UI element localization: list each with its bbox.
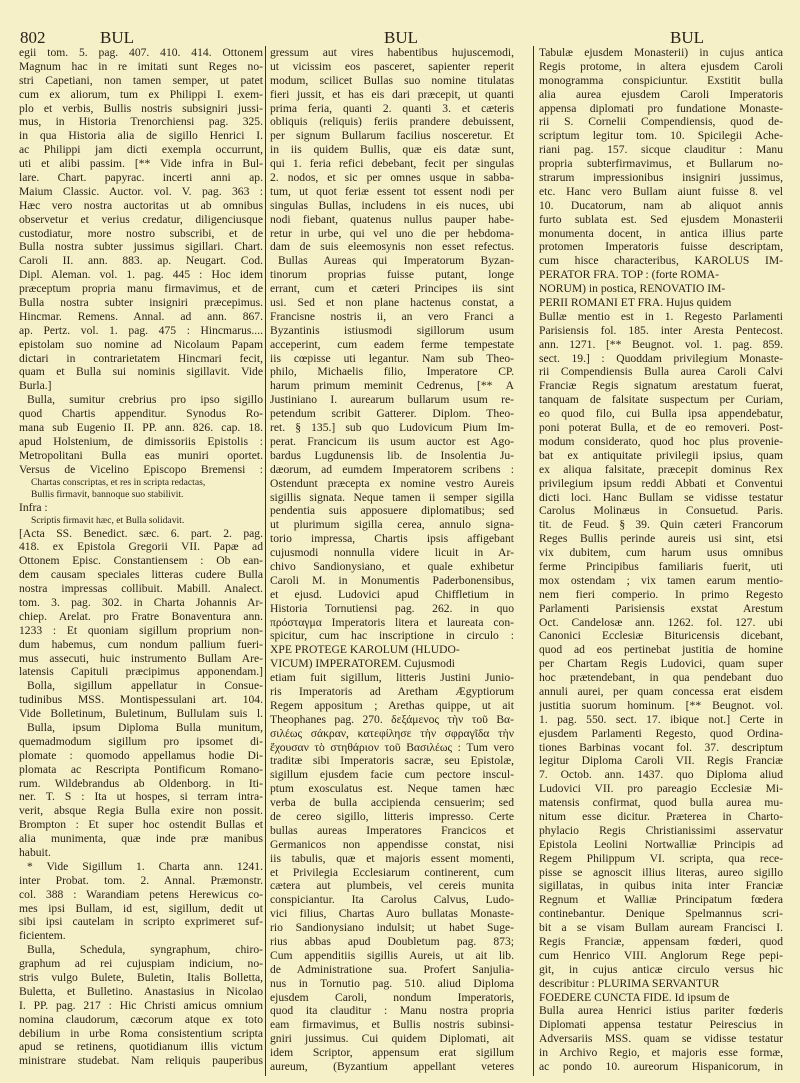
page-number: 802 <box>20 28 46 47</box>
text-line: plo et verbis, Bullis nostris subsigniri jussi- <box>19 101 263 115</box>
text-line: egii tom. 5. pag. 407. 410. 414. Ottonem <box>19 46 263 59</box>
text-line: petendum scribit Gatterer. Diplom. Theo- <box>270 407 514 421</box>
text-line: 7. Octob. ann. 1437. quo Diploma aliud <box>539 768 783 782</box>
text-line: σιλέως σάκραν, κατεφίλησε τὴν σφραγῖδα τὴν <box>270 726 514 740</box>
text-line: ner. T. S : Ita ut hospes, si terram intra- <box>19 790 263 804</box>
text-line: uti et alibi passim. [** Vide infra in Bul- <box>19 157 263 171</box>
text-line: Regis protome, in altera ejusdem Caroli <box>539 59 783 73</box>
text-line: Justiniano I. aurearum bullarum usum re- <box>270 393 514 407</box>
text-line: monumenta docent, in antica illius parte <box>539 226 783 240</box>
text-line: rio Sandionysiano indulsit; ut habet Suge- <box>270 921 514 935</box>
text-line: ret. § 135.] sub quo Ludovicum Pium Im- <box>270 421 514 435</box>
text-line: Regem Philippum VI. scripta, qua rece- <box>539 851 783 865</box>
text-line: retur in urbe, qui vel uno die per hebdoma- <box>270 226 514 240</box>
text-line: torio impressa, Chartis ipsis affigebant <box>270 532 514 546</box>
text-line: FOEDERE CUNCTA FIDE. Id ipsum de <box>539 990 730 1004</box>
text-line: cum Henrico VIII. Anglorum Rege pepi- <box>539 948 783 962</box>
text-line: dam de suis eleemosynis non esset refectus. <box>270 240 514 254</box>
text-line: Maium Classic. Auctor. vol. V. pag. 363 : <box>19 184 263 198</box>
text-line: bit a se visam Bullam auream Francisci I. <box>539 921 783 935</box>
text-line: de Administratione sua. Profert Sanjulia- <box>270 962 514 976</box>
text-line: Bulla, Schedula, syngraphum, chiro- <box>27 943 263 957</box>
text-line: vix dubitem, cum harum usus omnibus <box>539 546 783 560</box>
text-line: Historia Tornutiensi pag. 262. in quo <box>270 601 514 615</box>
text-line: ut vicissim eos pasceret, sapienter reperit <box>270 59 514 73</box>
text-line: idem Scriptor, appensum erat sigillum <box>270 1046 514 1060</box>
text-line: tinorum proprias fuisse putant, longe <box>270 268 514 282</box>
text-line: Bulla, ipsum Diploma Bulla munitum, <box>27 720 263 734</box>
text-line: Buletta, et Bulletino. Anastasius in Nicolao <box>19 984 263 998</box>
text-line: strarum impressionibus insigniri jussimus, <box>539 171 783 185</box>
text-line: Ludovici VII. pro pareagio Ecclesiæ Mi- <box>539 782 783 796</box>
text-line: pendentia suis apposuere diplomatibus; sed <box>270 504 514 518</box>
text-line: Bullas Aureas qui Imperatorum Byzan- <box>278 254 514 268</box>
text-line: Adversariis MSS. quam se vidisse testatur <box>539 1032 783 1046</box>
text-line: debilium in urbe Roma consistentium scripta <box>19 1026 263 1040</box>
text-line: VICUM) IMPERATOREM. Cujusmodi <box>270 657 455 671</box>
right-running-head: BUL <box>670 28 704 47</box>
text-line: rii Compendiensis Bulla aurea Caroli Calvi <box>539 365 783 379</box>
text-line: modum, scilicet Bullas suo nomine titulatas <box>270 73 514 87</box>
text-line: tanquam de falsitate suspectum per Curiam, <box>539 393 783 407</box>
text-line: rii S. Cornelii Compendiensis, quod de- <box>539 115 783 129</box>
text-line: Oct. Candelosæ ann. 1262. fol. 127. ubi <box>539 615 783 629</box>
text-line: riani pag. 157. sicque clauditur : Manu <box>539 143 783 157</box>
text-line: Chartas conscriptas, et res in scripta redactas, <box>31 476 206 488</box>
text-line: chivo Sandionysiano, et quale exhibetur <box>270 559 514 573</box>
text-column-3 <box>539 46 783 1074</box>
text-line: lare. Chart. papyrac. incerti anni ap. <box>19 171 263 185</box>
text-line: Bulla nostra subter jussimus sigillari. Chart. <box>19 240 263 254</box>
text-line: ap. Pertz. vol. 1. pag. 475 : Hincmarus.... <box>19 323 263 337</box>
text-line: Hincmar. Remens. Annal. ad ann. 867. <box>19 309 263 323</box>
text-line: dem causam speciales litteras cudere Bulla <box>19 568 263 582</box>
text-line: Ostendunt præcepta ex nomine vestro Aureis <box>270 476 514 490</box>
text-line: Canonici Ecclesiæ Bituricensis dicebant, <box>539 629 783 643</box>
text-line: pisse se agnoscit illius literas, aureo sigillo <box>539 865 783 879</box>
text-line: gniri jussimus. Cui quidem Diplomati, ait <box>270 1032 514 1046</box>
text-line: tum, ut quot feriæ essent tot essent nodi per <box>270 184 514 198</box>
text-line: vici filius, Chartas Auro bullatas Monaste- <box>270 907 514 921</box>
text-line: annuli aurei, per quam concessa erat eisdem <box>539 684 783 698</box>
text-line: tit. de Feud. § 39. Quin cæteri Francorum <box>539 518 783 532</box>
text-line: ejusdem Caroli, nondum Imperatoris, <box>270 990 514 1004</box>
text-line: conspiciantur. Ita Carolus Calvus, Ludo- <box>270 893 514 907</box>
text-line: appensa diplomati pro fundatione Monaste- <box>539 101 783 115</box>
text-line: epistolam suo nomine ad Nicolaum Papam <box>19 337 263 351</box>
text-line: sibi ipsi cautelam in scripto exprimeret suf- <box>19 915 263 929</box>
text-line: plomata ac Rescripta Pontificum Romano- <box>19 762 263 776</box>
text-line: verba de bulla accipienda censuerim; sed <box>270 796 514 810</box>
text-line: Theophanes pag. 270. δεξάμενος τὴν τοῦ Βα- <box>270 712 514 726</box>
text-line: mus assecuti, huic instrumento Bullam Are- <box>19 651 263 665</box>
text-line: cum hisce characteribus, KAROLUS IM- <box>539 254 783 268</box>
text-line: cujusmodi nonnulla videre licuit in Ar- <box>270 546 514 560</box>
text-line: Versus de Vicelino Episcopo Bremensi : <box>19 462 263 476</box>
text-line: Parlamenti Parisiensis exstat Arestum <box>539 601 783 615</box>
text-line: usi. Sed et non plane hactenus constat, a <box>270 296 514 310</box>
text-line: dæorum, ad eumdem Imperatorem scribens : <box>270 462 514 476</box>
text-line: Tabulæ ejusdem Monasterii) in cujus antica <box>539 46 783 59</box>
text-line: hoc prætendebant, in qua pendebant duo <box>539 671 783 685</box>
text-line: bardus Lugdunensis lib. de Insolentia Ju- <box>270 448 514 462</box>
text-line: nitum esse dicitur. Præterea in Charto- <box>539 809 783 823</box>
text-line: quemadmodum sigillum pro ipsomet di- <box>19 734 263 748</box>
text-line: mana sub Eugenio II. PP. ann. 826. cap. 18. <box>19 421 263 435</box>
text-line: Regem appositum ; Arethas quippe, ut ait <box>270 698 514 712</box>
text-line: sigillis signata. Neque tamen ii semper sigilla <box>270 490 514 504</box>
text-line: sigillum ejusdem facie cum pectore inscul- <box>270 768 514 782</box>
text-line: præceptum propria manu firmavimus, et de <box>19 282 263 296</box>
text-line: propria subterfirmavimus, et Bullarum no- <box>539 157 783 171</box>
text-line: legitur Diploma Caroli VII. Regis Franciæ <box>539 754 783 768</box>
text-line: verit, absque Regia Bulla exire non possit. <box>19 804 263 818</box>
text-line: latensis Capituli præcipimus apponendam.] <box>19 665 263 679</box>
text-line: et Privilegia Ecclesiarum continerent, cum <box>270 865 514 879</box>
text-line: et ejusd. Ludovici apud Chiffletium in <box>270 587 514 601</box>
text-line: perat. Francicum iis usum auctor est Ago- <box>270 434 514 448</box>
text-line: justitia suorum hominum. [** Beugnot. vol. <box>539 698 783 712</box>
text-line: matensis confirmat, quod bulla aurea mu- <box>539 796 783 810</box>
text-line: singulas Bullas, includens in eis nuces, ubi <box>270 198 514 212</box>
text-line: git, in cujus anticæ circulo versus hic <box>539 962 783 976</box>
text-line: tudinibus MSS. Montispessulani art. 104. <box>19 693 263 707</box>
text-line: inter Probat. tom. 2. Annal. Præmonstr. <box>19 873 263 887</box>
text-column-2 <box>270 46 514 1074</box>
text-line: Magnum hac in re imitati sunt Reges no- <box>19 59 263 73</box>
text-line: dum habemus, cum nondum pallium fueri- <box>19 637 263 651</box>
text-line: spicitur, cum hac inscriptione in circulo : <box>270 629 514 643</box>
text-line: rius abbas apud Doubletum pag. 873; <box>270 935 514 948</box>
text-line: plomate : quomodo appellamus hodie Di- <box>19 748 263 762</box>
text-line: nodi fiebant, quatenus nullus pauper habe- <box>270 212 514 226</box>
text-line: Epistola Leolini Nortwalliæ Principis ad <box>539 837 783 851</box>
text-line: Francisne nostris ii, an vero Franci a <box>270 309 514 323</box>
text-line: habuit. <box>19 845 51 859</box>
text-line: 10. Ducatorum, nam ab aliquot annis <box>539 198 783 212</box>
text-line: Bullis firmavit, bannoque suo stabilivit. <box>31 488 184 500</box>
text-line: philo, Michaelis filio, Imperatore CP. <box>270 365 514 379</box>
text-line: Burla.] <box>19 379 52 393</box>
text-line: etc. Hanc vero Bullam aiunt fuisse 8. vel <box>539 184 783 198</box>
text-line: ἔχουσαν τὸ στηθάριον τοῦ Βασιλέως : Tum vero <box>270 740 514 754</box>
text-line: 1. pag. 550. sect. 17. ibique not.] Certe in <box>539 712 783 726</box>
text-line: modum considerato, quod hoc plus provenie- <box>539 434 783 448</box>
text-line: dictari in contrarietatem Hincmari fecit, <box>19 351 263 365</box>
text-line: quod ad eos pertinebat justitia de homine <box>539 643 783 657</box>
text-line: stri Capetiani, non tamen semper, ut patet <box>19 73 263 87</box>
text-line: Scriptis firmavit hæc, et Bulla solidavit. <box>31 514 185 526</box>
text-line: col. 388 : Warandiam petens Herewicus co- <box>19 887 263 901</box>
text-line: per Chartam Regis Ludovici, quam super <box>539 657 783 671</box>
text-line: cætera aut plumbeis, vel cereis munita <box>270 879 514 893</box>
left-running-head: BUL <box>100 28 134 47</box>
text-line: obliquis (reliquis) feriis prandere debuissent, <box>270 115 514 129</box>
text-line: tom. 3. pag. 302. in Charta Johannis Ar- <box>19 595 263 609</box>
text-line: quod ita clauditur : Manu nostra propria <box>270 1004 514 1018</box>
text-line: mox ostendam ; vix tamen earum mentio- <box>539 573 783 587</box>
text-line: Germanicos non appendisse constat, nisi <box>270 837 514 851</box>
text-line: ptum exosculatus est. Neque tamen hæc <box>270 782 514 796</box>
text-line: per signum Bullarum facilius nosceretur. Et <box>270 129 514 143</box>
text-line: ferme Principibus familiaris fuerit, uti <box>539 559 783 573</box>
text-line: PERII ROMANI ET FRA. Hujus quidem <box>539 296 732 310</box>
text-line: Cum appenditiis sigillis Aureis, ut ait lib. <box>270 948 514 962</box>
text-line: in qua Historia alia de sigillo Henrici I. <box>19 129 263 143</box>
text-line: mus, in Historia Trenorchiensi pag. 325. <box>19 115 263 129</box>
text-line: describitur : PLURIMA SERVANTUR <box>539 976 720 990</box>
text-line: apud se retinens, quotidianum illis victum <box>19 1040 263 1054</box>
text-line: harum primum meminit Cedrenus, [** A <box>270 379 514 393</box>
text-line: Ottonem Episc. Constantiensem : Ob ean- <box>19 554 263 568</box>
text-line: 418. ex Epistola Gregorii VII. Papæ ad <box>19 540 263 554</box>
text-line: monogramma conspiciuntur. Exstitit bulla <box>539 73 783 87</box>
text-line: Franciæ Regis signatum arestatum fuerat, <box>539 379 783 393</box>
text-line: Parisiensis fol. 185. inter Aresta Pentecost. <box>539 323 783 337</box>
text-line: PERATOR FRA. TOP : (forte ROMA- <box>539 268 719 282</box>
text-line: sect. 19.] : Quoddam privilegium Monaste- <box>539 351 783 365</box>
text-line: protomen Imperatoris fuisse descriptam, <box>539 240 783 254</box>
text-line: ann. 1271. [** Beugnot. vol. 1. pag. 859. <box>539 337 783 351</box>
text-line: eam firmavimus, et Bullis nostris subinsi- <box>270 1018 514 1032</box>
text-line: ministrare studebat. Nam reliquis pauperibus <box>19 1054 263 1068</box>
text-line: Bulla nostra subter insigniri præcepimus. <box>19 296 263 310</box>
text-line: Bulla aurea Henrici istius pariter fœderis <box>539 1004 783 1018</box>
text-line: fieri jussit, et has eis dari præcepit, ut quanti <box>270 87 514 101</box>
text-line: chiep. Arelat. pro Fratre Bonaventura ann. <box>19 609 263 623</box>
text-line: cum ex aliorum, tum ex Philippi I. exem- <box>19 87 263 101</box>
text-line: gressum aut vires habentibus hujuscemodi, <box>270 46 514 59</box>
text-line: de cereo sigillo, litteris impresso. Certe <box>270 809 514 823</box>
text-line: Metropolitani Bulla eas muniri oportet. <box>19 448 263 462</box>
text-line: ac Philippi jam dicti exempla occurrunt, <box>19 143 263 157</box>
text-line: stris vulgo Bulete, Buletin, Italis Bolletta, <box>19 971 263 984</box>
text-line: traditæ sibi Imperatoris sacræ, seu Epistolæ, <box>270 754 514 768</box>
text-line: bat ex antiquitate privilegii ipsius, quam <box>539 448 783 462</box>
text-line: iis cœpisse uti legantur. Nam sub Theo- <box>270 351 514 365</box>
text-line: Bolla, sigillum appellatur in Consue- <box>27 679 263 693</box>
text-line: Infra : <box>19 500 48 514</box>
text-line: Byzantinis istiusmodi sigillorum usum <box>270 323 514 337</box>
text-line: furto sublata est. Sed ejusdem Monasterii <box>539 212 783 226</box>
text-line: graphum ad rei cujuspiam indicium, no- <box>19 957 263 971</box>
text-line: nem fieri comperio. In primo Regesto <box>539 587 783 601</box>
text-line: 2. nodos, et sic per omnes usque in sabba- <box>270 171 514 185</box>
text-line: apud Holstenium, de dimissoriis Epistolis : <box>19 434 263 448</box>
text-line: mes ipsi Bullam, id est, sigillum, dedit ut <box>19 901 263 915</box>
column-divider <box>265 46 266 1076</box>
text-line: Caroli M. in Monumentis Paderbonensibus, <box>270 573 514 587</box>
text-line: privilegium ipsum reddi Abbati et Conventui <box>539 476 783 490</box>
text-line: Reges Bullis perinde aureis usi sint, etsi <box>539 532 783 546</box>
center-running-head: BUL <box>384 28 418 47</box>
text-line: custodiatur, more nostro subscribi, et de <box>19 226 263 240</box>
text-line: in iis quidem Bullis, quæ eis datæ sunt, <box>270 143 514 157</box>
text-line: rum. Wildebrandus ab Oldenborg. in Iti- <box>19 776 263 790</box>
text-line: errant, cum et cæteri Principes iis sint <box>270 282 514 296</box>
text-line: observetur et verius credatur, diligenciusque <box>19 212 263 226</box>
text-line: ac pondo 10. aureorum Hispanicorum, in <box>539 1060 783 1074</box>
text-line: alia munimenta, quæ inde præ manibus <box>19 832 263 846</box>
text-line: NORUM) in postica, RENOVATIO IM- <box>539 282 726 296</box>
text-line: etiam fuit sigillum, litteris Justini Junio- <box>270 671 514 685</box>
text-line: alia aurea ejusdem Caroli Imperatoris <box>539 87 783 101</box>
text-line: tiones Barbinas vocant fol. 37. descriptum <box>539 740 783 754</box>
text-line: Diplomati appensa testatur Peirescius in <box>539 1018 783 1032</box>
column-divider <box>533 46 534 1076</box>
text-line: iis tabulis, quæ et majoris essent momenti, <box>270 851 514 865</box>
text-line: Regis Franciæ, appensam fœderi, quod <box>539 935 783 948</box>
text-line: Carolus Molinæus in Consuetud. Paris. <box>539 504 783 518</box>
text-line: Hæc vero nostra auctoritas ut ab omnibus <box>19 198 263 212</box>
text-line: Caroli II. ann. 883. ap. Neugart. Cod. <box>19 254 263 268</box>
text-line: Vide Bolletinum, Buletinum, Bullulam suis l. <box>19 707 263 721</box>
text-line: acceperint, cum eadem ferme tempestate <box>270 337 514 351</box>
text-line: ut plurimum sigilla cerea, annulo signa- <box>270 518 514 532</box>
text-line: XPE PROTEGE KAROLUM (HLUDO- <box>270 643 460 657</box>
text-line: ficientem. <box>19 929 66 943</box>
text-line: ris Imperatoris ad Aretham Ægyptiorum <box>270 684 514 698</box>
text-line: sigillatas, in quibus inita inter Franciæ <box>539 879 783 893</box>
text-line: Bulla, sumitur crebrius pro ipso sigillo <box>27 393 263 407</box>
text-line: scriptum legitur tom. 10. Spicilegii Ache- <box>539 129 783 143</box>
text-line: ejusdem Parlamenti Regesto, quod Ordina- <box>539 726 783 740</box>
text-line: quod Chartis appenditur. Synodus Ro- <box>19 407 263 421</box>
text-line: ex aliqua falsitate, præcepit dominus Rex <box>539 462 783 476</box>
text-line: Brompton : Et super hoc ostendit Bullas et <box>19 818 263 832</box>
text-line: eo quod filo, cui Bulla ipsa appendebatur, <box>539 407 783 421</box>
text-line: nomina claudorum, cæcorum atque ex toto <box>19 1012 263 1026</box>
text-line: * Vide Sigillum 1. Charta ann. 1241. <box>27 859 263 873</box>
text-line: dicti loci. Hanc Bullam se vidisse testatur <box>539 490 783 504</box>
text-line: [Acta SS. Benedict. sæc. 6. part. 2. pag. <box>19 526 263 540</box>
text-line: qui 1. feria refici debebant, fecit per singulas <box>270 157 514 171</box>
text-line: Dipl. Aleman. vol. 1. pag. 445 : Hoc idem <box>19 268 263 282</box>
text-line: continebantur. Denique Spelmannus scri- <box>539 907 783 921</box>
text-line: aureum, (Byzantium appellant veteres <box>270 1060 514 1074</box>
text-line: Bullæ mentio est in 1. Regesto Parlamenti <box>539 309 783 323</box>
text-line: in Archivo Regio, et majoris esse formæ, <box>539 1046 783 1060</box>
text-line: bullas aureas Imperatores Francicos et <box>270 823 514 837</box>
text-line: phylacio Regis Christianissimi asservatur <box>539 823 783 837</box>
text-line: quam et Bulla sui nominis sigillavit. Vide <box>19 365 263 379</box>
text-line: πρόσταγμα Imperatoris litera et laureata con- <box>270 615 514 629</box>
text-line: I. PP. pag. 217 : Hic Christi amicus omnium <box>19 998 263 1012</box>
text-line: prima feria, quanti 2. quanti 3. et cæteris <box>270 101 514 115</box>
text-line: nus in Tornutio pag. 510. aliud Diploma <box>270 976 514 990</box>
text-line: nostra impressas collibuit. Mabill. Analect. <box>19 582 263 596</box>
text-line: 1233 : Et quoniam sigillum proprium non- <box>19 623 263 637</box>
text-line: Regnum et Walliæ Principatum fœdera <box>539 893 783 907</box>
text-column-1 <box>19 46 263 1068</box>
text-line: poni poterat Bulla, et de eo removeri. Post- <box>539 421 783 435</box>
